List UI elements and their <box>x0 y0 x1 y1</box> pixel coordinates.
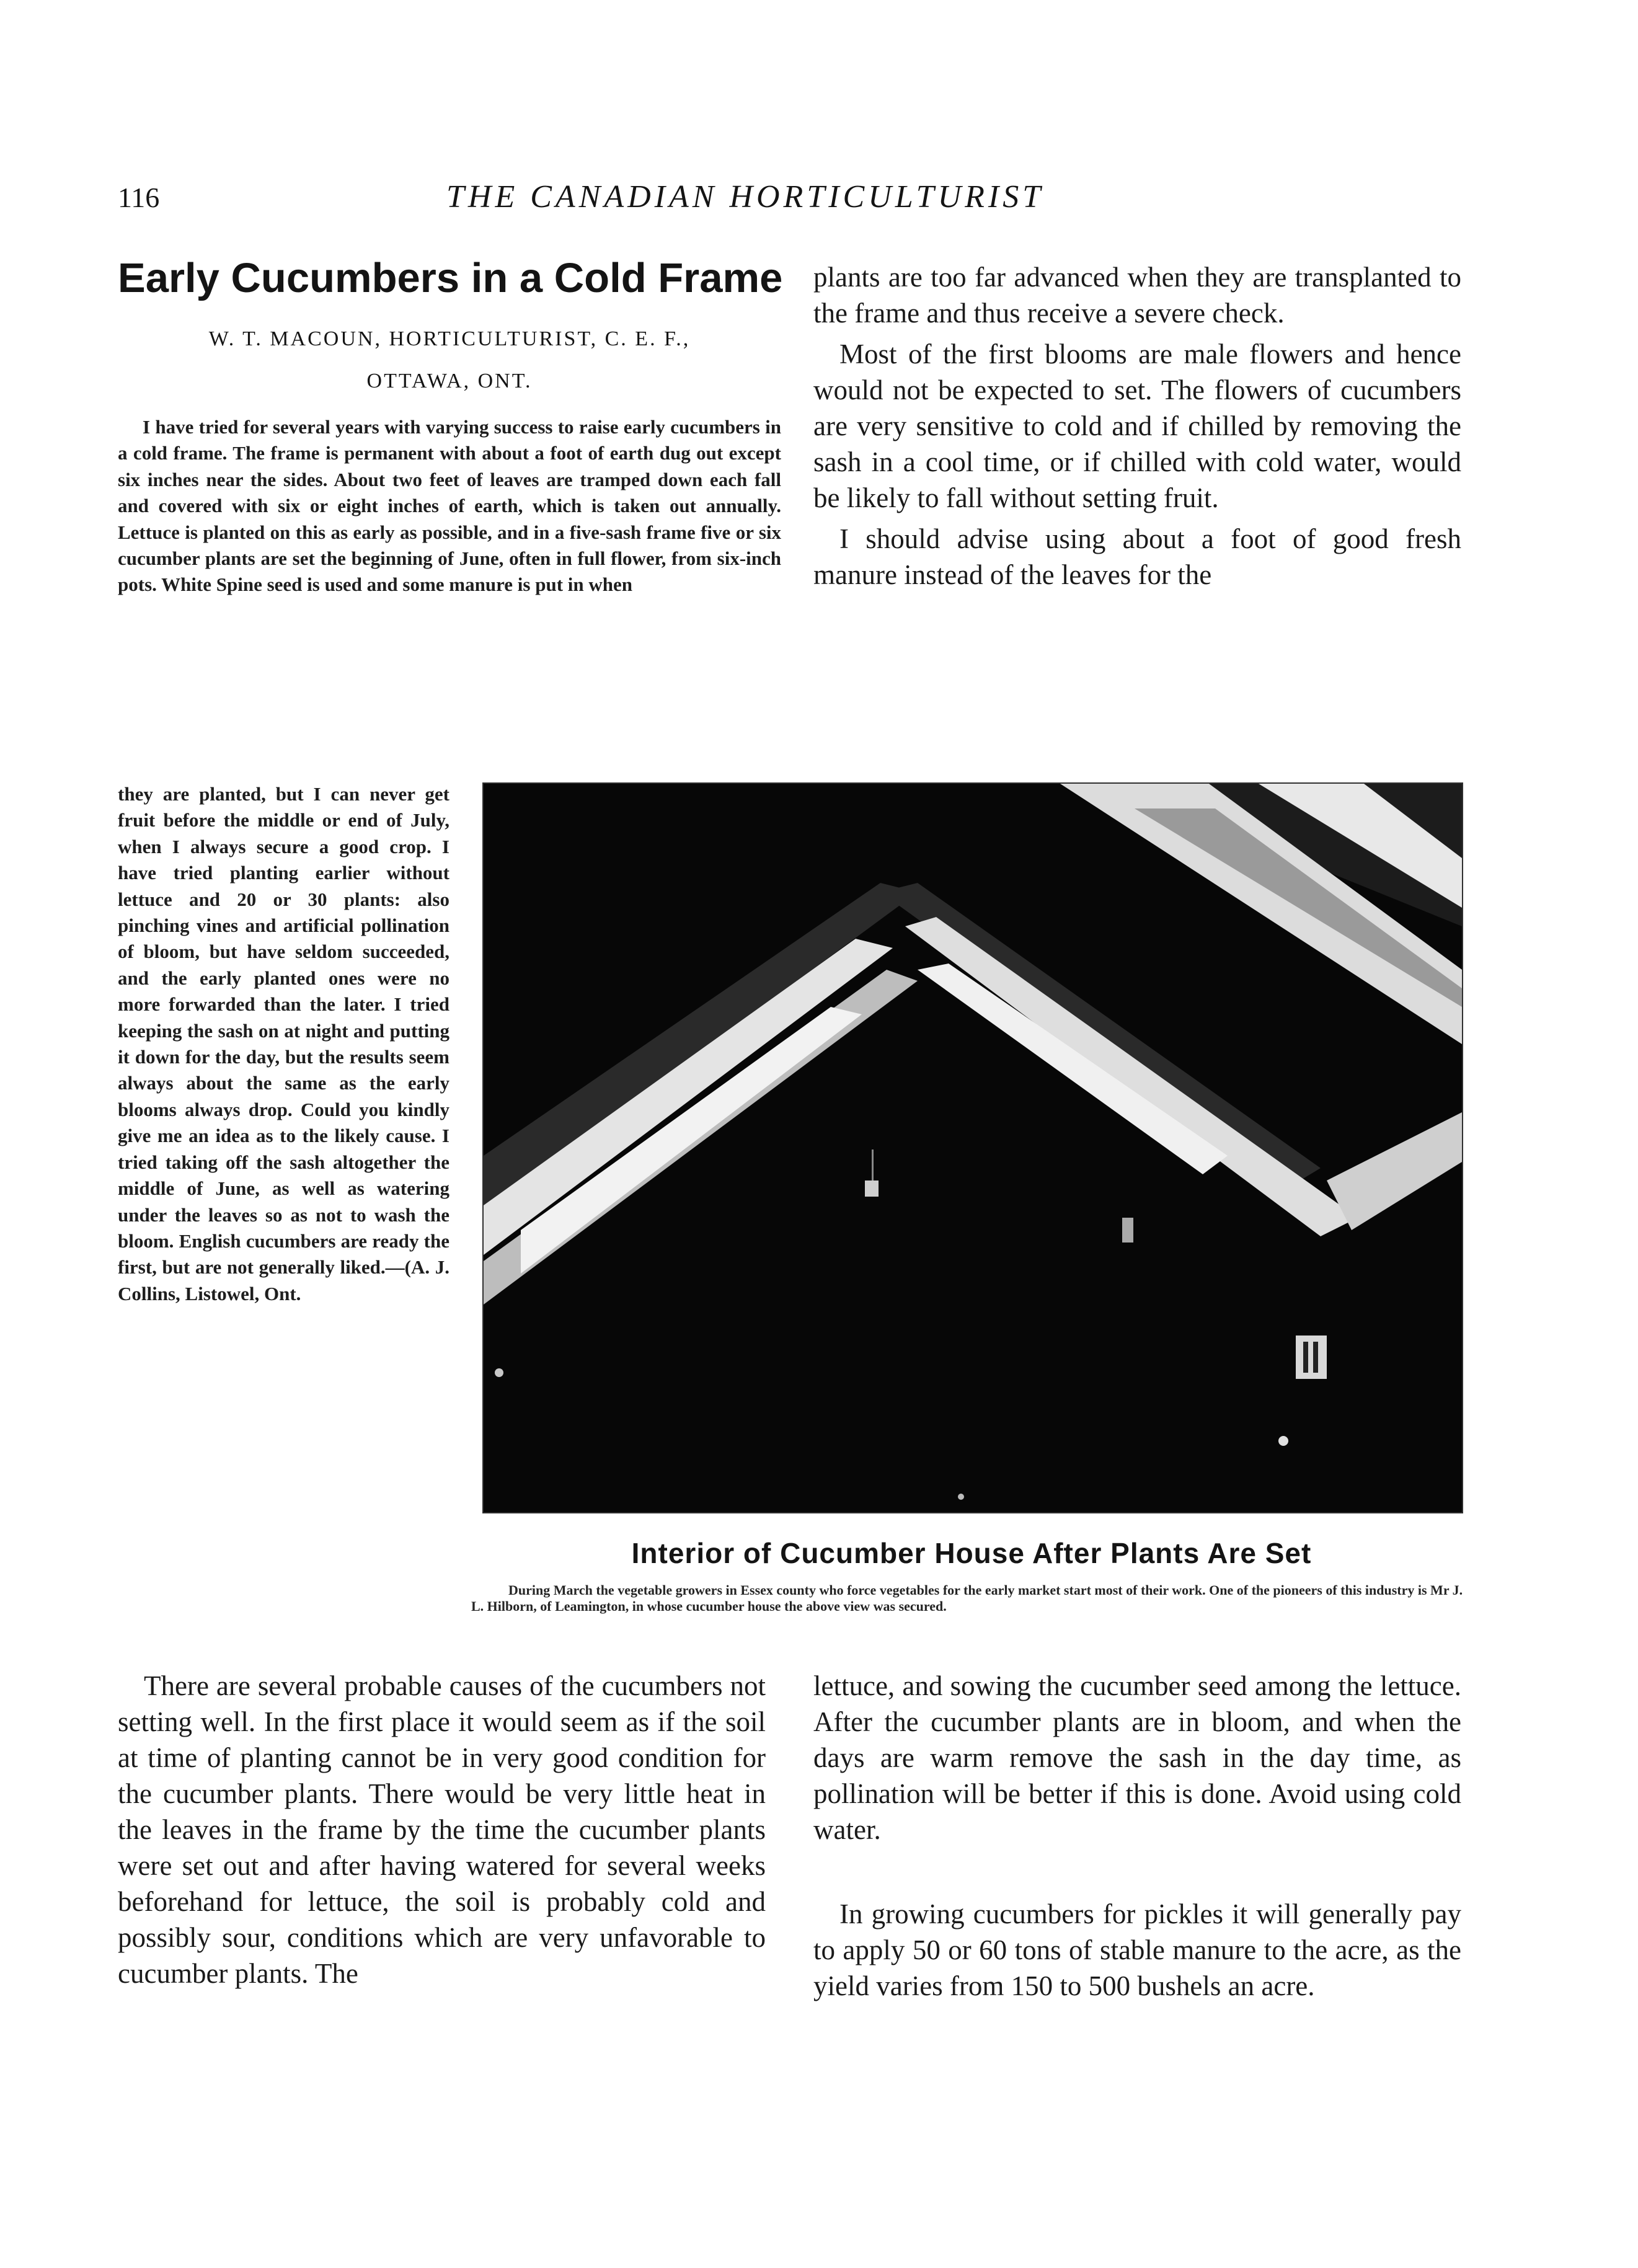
greenhouse-roof-image <box>484 784 1462 1512</box>
cucumber-house-photo <box>482 782 1463 1513</box>
letter-paragraph-full: I have tried for several years with varying success to raise early cucumbers in a cold frame. The frame is permanent with about a foot of earth dug out except six inches near the sides. About two feet of leaves are tramped down each fall and covered with six or eight inches of earth, which is taken out annually. Lettuce is planted on this as early as possible, and in a five-sash frame five or six cucumber plants are set the beginning of June, often in full flower, from six-inch pots. White Spine seed is used and some manure is put in when <box>118 416 781 596</box>
letter-narrow-column <box>118 781 449 1307</box>
page-number: 116 <box>118 182 160 213</box>
reply-paragraph: plants are too far advanced when they are transplanted to the frame and thus receive a severe check. <box>813 262 1461 329</box>
reply-upper-column <box>813 259 1461 598</box>
reply-lower-left-column <box>118 1668 766 1996</box>
running-title: THE CANADIAN HORTICULTURIST <box>446 179 1045 215</box>
reply-paragraph: Most of the first blooms are male flowers and hence would not be expected to set. The flowers of cucumbers are very sensitive to cold and if chilled by removing the sash in a cool time, or if chilled with cold water, would be likely to fall without setting fruit. <box>813 339 1461 513</box>
reply-paragraph: In growing cucumbers for pickles it will generally pay to apply 50 or 60 tons of stable manure to the acre, as the yield varies from 150 to 500 bushels an acre. <box>813 1898 1461 2001</box>
photo-caption-text: During March the vegetable growers in Essex county who force vegetables for the early market start most of their work. One of the pioneers of this industry is Mr J. L. Hilborn, of Leamington, in whose cucumber house the above view was secured. <box>471 1582 1463 1614</box>
reply-paragraph: There are several probable causes of the cucumbers not setting well. In the first place it would seem as if the soil at time of planting cannot be in very good condition for the cucumber plants. There would be very little heat in the leaves in the frame by the time the cucumber plants were set out and after having watered for several weeks beforehand for lettuce, the soil is probably cold and possibly sour, conditions which are very unfavorable to cucumber plants. The <box>118 1670 766 1989</box>
byline-author: W. T. MACOUN, HORTICULTURIST, C. E. F., <box>208 327 691 350</box>
letter-full-width <box>118 414 781 598</box>
letter-paragraph-narrow: they are planted, but I can never get fruit before the middle or end of July, when I always secure a good crop. I have tried planting earlier without lettuce and 20 or 30 plants: also pinching vines and artificial pollination of bloom, but have seldom succeeded, and the early planted ones were no more forwarded than the later. I tried keeping the sash on at night and putting it down for the day, but the results seem always about the same as the early blooms always drop. Could you kindly give me an idea as to the likely cause. I tried taking off the sash altogether the middle of June, as well as watering under the leaves so as not to wash the bloom. English cucumbers are ready the first, but are not generally liked.—(A. J. Collins, Listowel, Ont. <box>118 783 449 1305</box>
reply-paragraph: lettuce, and sowing the cucumber seed among the lettuce. After the cucumber plants are in bloom, and when the days are warm remove the sash in the day time, as pollination will be better if this is done. Avoid using cold water. <box>813 1670 1461 1845</box>
photo-caption-title: Interior of Cucumber House After Plants Are Set <box>631 1537 1312 1569</box>
reply-lower-right-column <box>813 1668 1461 2009</box>
article-title: Early Cucumbers in a Cold Frame <box>118 255 783 301</box>
reply-paragraph: I should advise using about a foot of good fresh manure instead of the leaves for the <box>813 523 1461 590</box>
byline-location: OTTAWA, ONT. <box>366 370 533 392</box>
